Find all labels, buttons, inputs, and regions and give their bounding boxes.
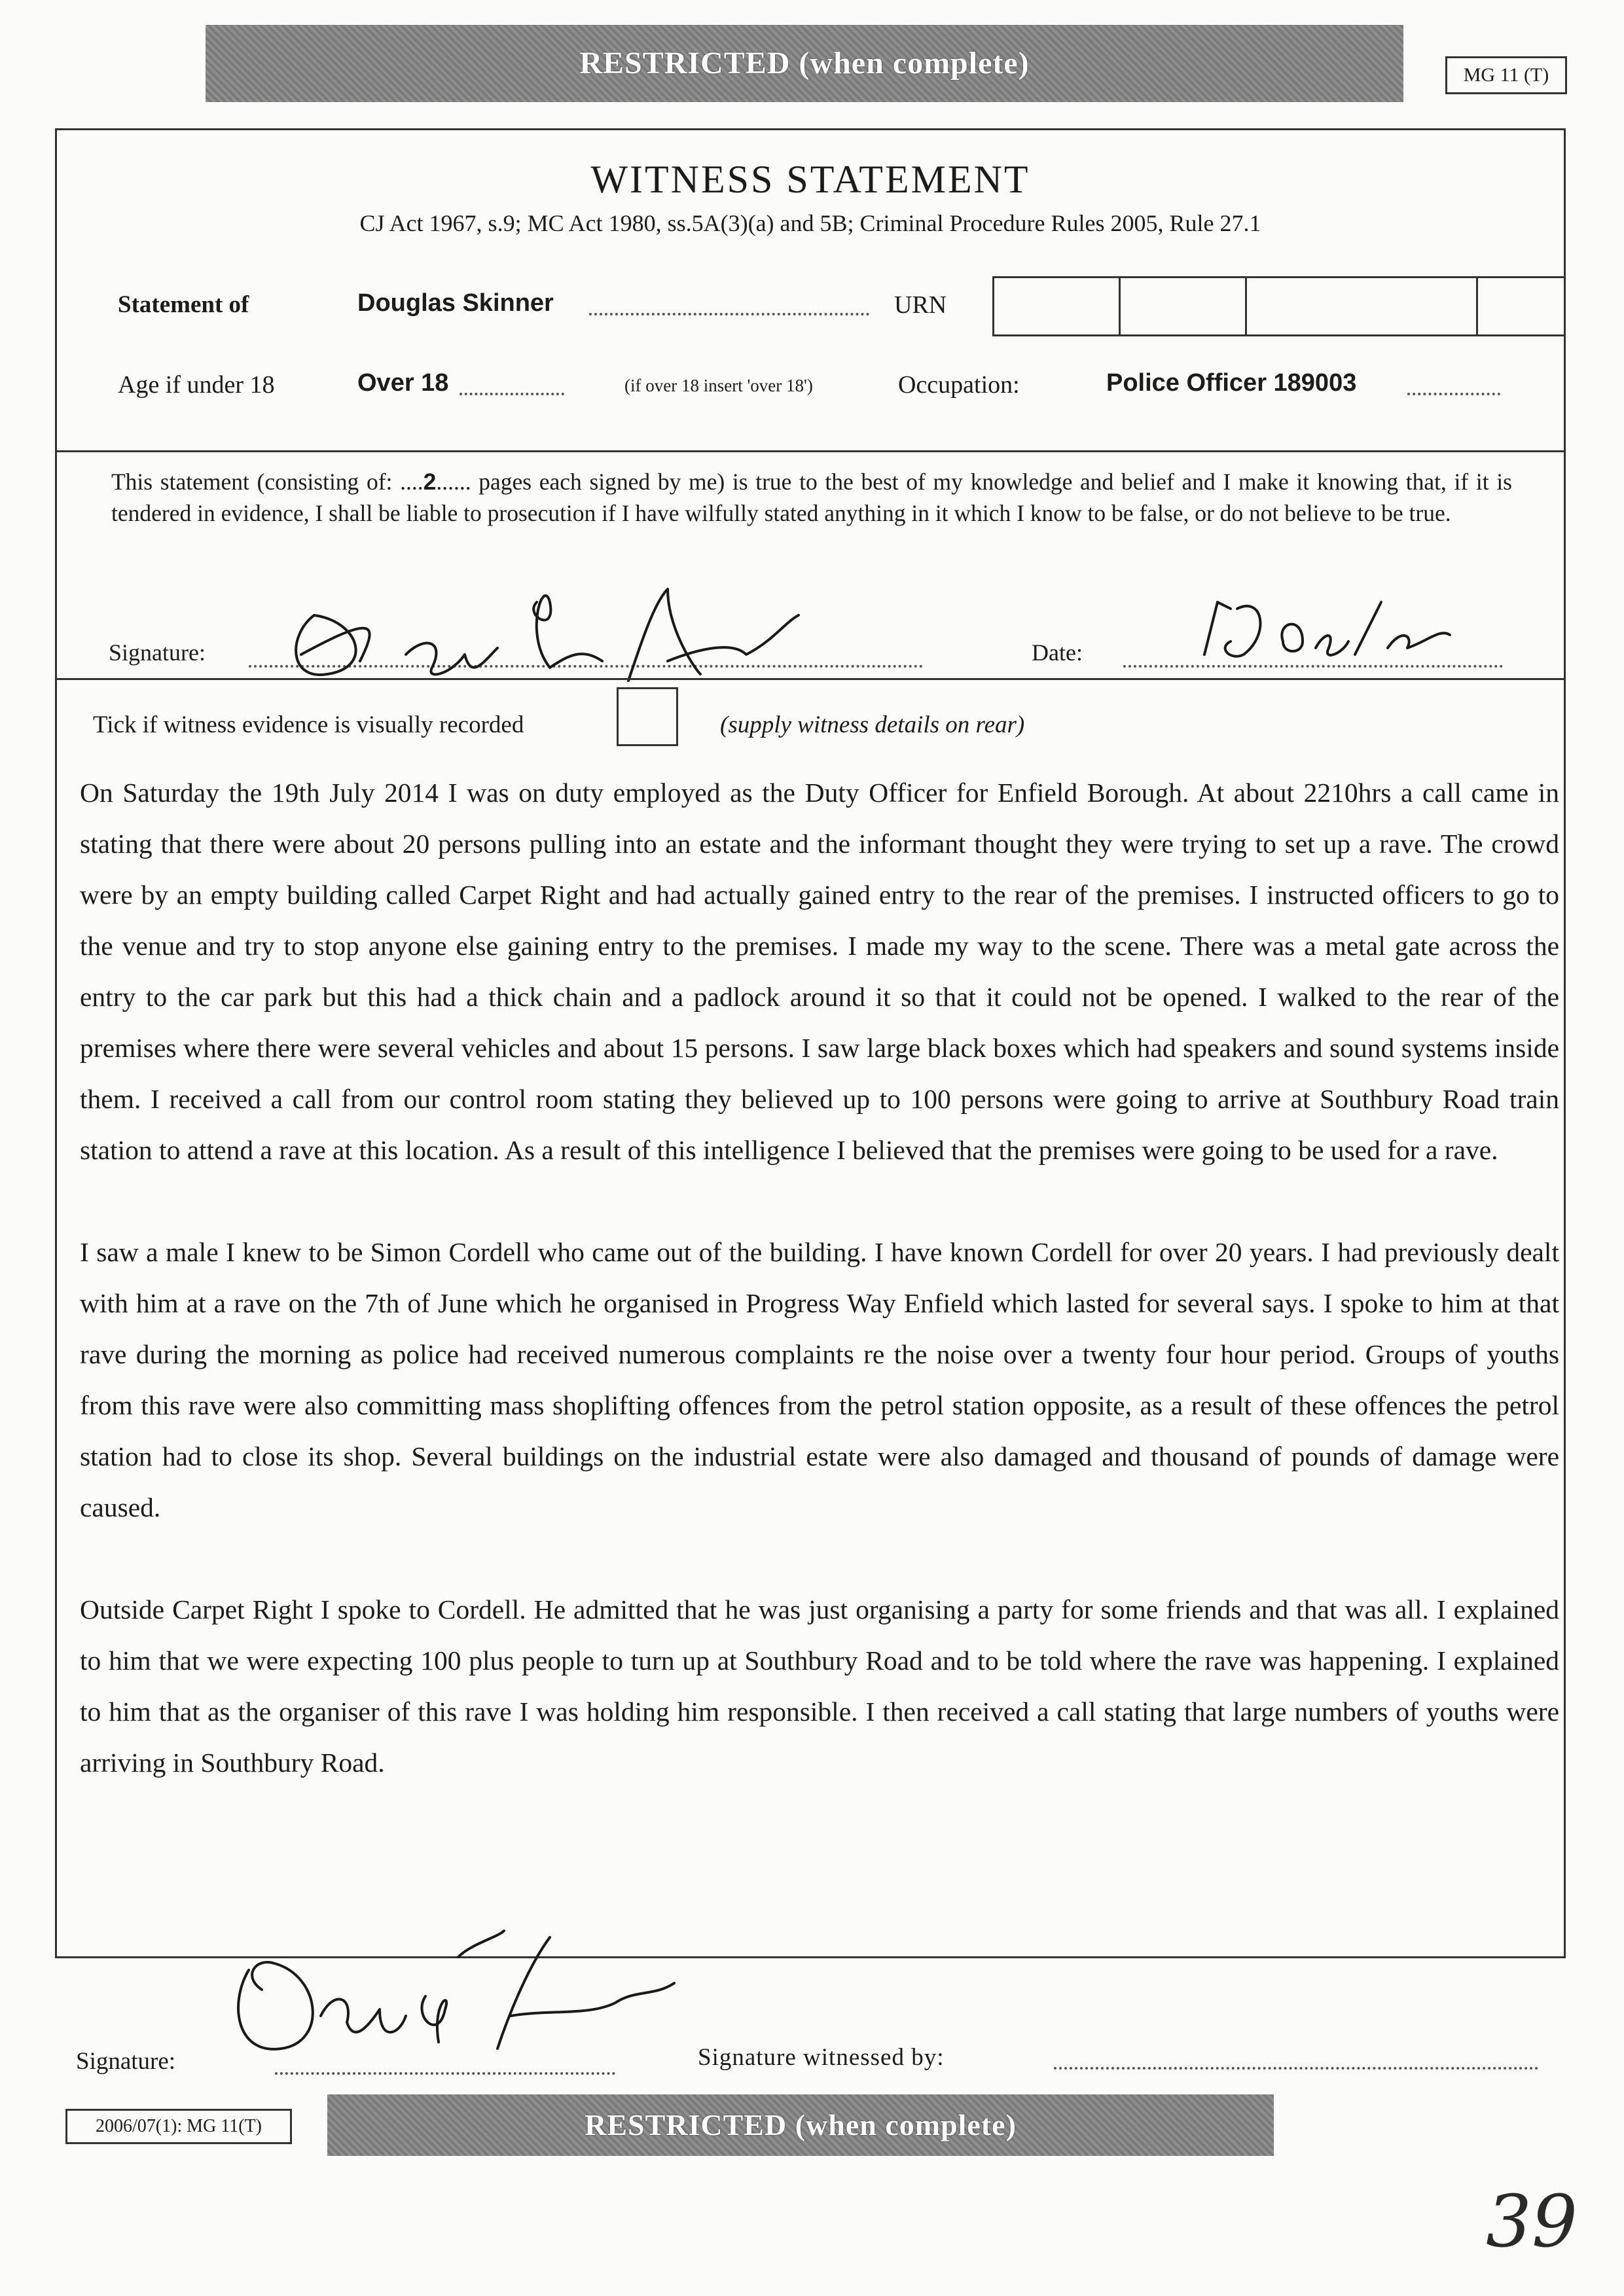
witnessed-label: Signature witnessed by:: [698, 2044, 945, 2071]
occupation-value[interactable]: Police Officer 189003: [1106, 369, 1357, 397]
urn-field[interactable]: [1476, 276, 1566, 336]
legal-reference: CJ Act 1967, s.9; MC Act 1980, ss.5A(3)(a) and 5B; Criminal Procedure Rules 2005, Rule 27.1: [359, 210, 1261, 236]
witness-name: Douglas Skinner: [357, 289, 554, 317]
form-code: MG 11 (T): [1445, 56, 1567, 94]
statement-of-dots: [589, 313, 869, 315]
signature-label: Signature:: [109, 639, 206, 666]
witnessed-line[interactable]: [1054, 2067, 1538, 2070]
handwritten-date: [1191, 589, 1453, 668]
age-hint: (if over 18 insert 'over 18'): [624, 376, 813, 395]
statement-paragraph: On Saturday the 19th July 2014 I was on duty employed as the Duty Officer for Enfield Borough. At about 2210hrs a call came in stating that there were about 20 persons pulling into an estate and the informant thought they were trying to set up a rave. The crowd were by an empty building called Carpet Right and had actually gained entry to the rear of the premises. I instructed officers to go to the venue and try to stop anyone else gaining entry to the premises. I made my way to the scene. There was a metal gate across the entry to the car park but this had a thick chain and a padlock around it so that it could not be opened. I walked to the rear of the premises where there were several vehicles and about 15 persons. I saw large black boxes which had speakers and sound systems inside them. I received a call from our control room stating they believed up to 100 persons were going to arrive at Southbury Road train station to attend a rave at this location. As a result of this intelligence I believed that the premises were going to be used for a rave.: [80, 778, 1559, 1165]
urn-field[interactable]: [1119, 276, 1247, 336]
statement-body: [80, 767, 1559, 1788]
declaration-text-end: ...... pages each signed by me) is true to the best of my knowledge and belief and I make it knowing that, if it is tendered in evidence, I shall be liable to prosecution if I have wilfully stated anything in it which I know to be false, or do not believe to be true.: [111, 469, 1512, 526]
signature-image: [275, 576, 812, 694]
occupation-label: Occupation:: [898, 371, 1020, 399]
urn-field[interactable]: [1245, 276, 1478, 336]
form-version: 2006/07(1): MG 11(T): [65, 2109, 292, 2144]
divider: [55, 678, 1566, 680]
divider: [55, 450, 1566, 452]
restricted-banner-top: RESTRICTED (when complete): [206, 25, 1403, 102]
restricted-banner-bottom: RESTRICTED (when complete): [327, 2094, 1274, 2156]
statement-paragraph: Outside Carpet Right I spoke to Cordell. He admitted that he was just organising a party for some friends and that was all. I explained to him that we were expecting 100 plus people to turn up at Southbury Road and to be told where the rave was happening. I explained to him that as the organiser of this rave I was holding him responsible. I then received a call stating that large numbers of youths were arriving in Southbury Road.: [80, 1594, 1559, 1778]
declaration-text: [111, 466, 1512, 529]
footer-signature-image: [223, 1918, 694, 2068]
statement-paragraph: I saw a male I knew to be Simon Cordell who came out of the building. I have known Cordell for over 20 years. I had previously dealt with him at a rave on the 7th of June which he organised in Progress Way Enfield which lasted for several says. I spoke to him at that rave during the morning as police had received numerous complaints re the noise over a twenty four hour period. Groups of youths from this rave were also committing mass shoplifting offences from the petrol station opposite, as a result of these offences the petrol station had to close its shop. Several buildings on the industrial estate were also damaged and thousand of pounds of damage were caused.: [80, 1237, 1559, 1522]
page-count[interactable]: 2: [423, 469, 437, 495]
declaration-text-start: This statement (consisting of: ....: [111, 469, 424, 495]
age-value[interactable]: Over 18: [357, 369, 449, 397]
date-label: Date:: [1032, 639, 1083, 666]
age-label: Age if under 18: [118, 371, 275, 399]
page-number: 39: [1486, 2179, 1578, 2263]
footer-signature-line: [275, 2072, 615, 2075]
tick-label: Tick if witness evidence is visually recorded: [93, 711, 524, 738]
statement-of-label: Statement of: [118, 291, 249, 318]
footer-signature-label: Signature:: [76, 2048, 176, 2075]
age-dots: [460, 393, 564, 395]
visual-record-checkbox[interactable]: [617, 687, 678, 746]
supply-note: (supply witness details on rear): [720, 711, 1025, 738]
form-title: WITNESS STATEMENT: [590, 158, 1030, 201]
urn-label: URN: [894, 291, 947, 319]
urn-field[interactable]: [992, 276, 1121, 336]
occupation-dots: [1407, 393, 1500, 395]
